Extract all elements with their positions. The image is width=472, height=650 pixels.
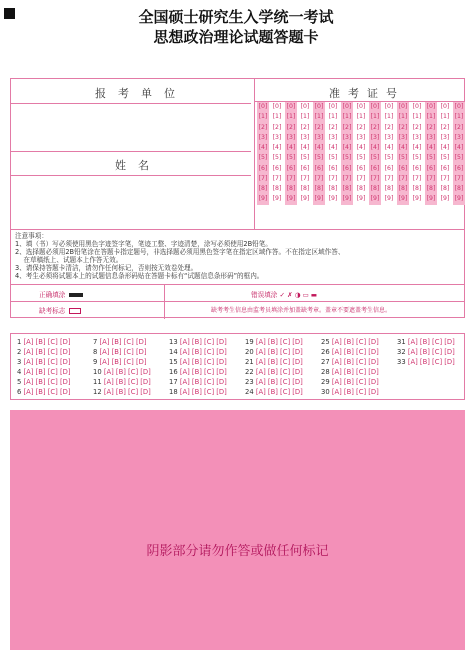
digit-bubble[interactable]: [4] [412,144,422,151]
digit-bubble[interactable]: [8] [342,185,352,192]
digit-bubble[interactable]: [6] [314,164,324,172]
digit-bubble[interactable]: [6] [272,164,282,172]
digit-bubble[interactable]: [3] [328,133,338,141]
question-number: 5 [17,378,24,386]
exam-number-column[interactable] [327,102,339,205]
answer-question[interactable] [321,358,379,366]
digit-bubble[interactable]: [1] [342,113,352,121]
digit-bubble[interactable]: [0] [384,103,394,110]
digit-bubble[interactable]: [2] [314,123,324,131]
digit-bubble[interactable]: [1] [258,113,268,121]
answer-options: [A] [B] [C] [D] [23,368,71,376]
digit-bubble[interactable]: [0] [398,103,408,110]
digit-bubble[interactable]: [4] [454,144,464,151]
digit-bubble[interactable]: [8] [286,185,296,192]
digit-bubble[interactable]: [3] [314,133,324,141]
answer-options: [A] [B] [C] [D] [23,388,71,396]
answer-question[interactable] [93,388,151,396]
digit-bubble[interactable]: [5] [272,154,282,162]
answer-options: [A] [B] [C] [D] [331,368,379,376]
digit-bubble[interactable]: [6] [286,164,296,172]
question-number: 2 [17,348,24,356]
digit-bubble[interactable]: [0] [370,103,380,110]
digit-bubble[interactable]: [5] [356,154,366,162]
digit-bubble[interactable]: [5] [426,154,436,162]
digit-bubble[interactable]: [7] [272,174,282,182]
answer-options: [A] [B] [C] [D] [255,358,303,366]
digit-bubble[interactable]: [0] [272,103,282,110]
digit-bubble[interactable]: [9] [412,195,422,203]
question-number: 1 [17,338,24,346]
digit-bubble[interactable]: [1] [440,113,450,121]
question-number: 7 [93,338,100,346]
digit-bubble[interactable]: [9] [370,195,380,203]
digit-bubble[interactable]: [7] [454,174,464,182]
digit-bubble[interactable]: [0] [314,103,324,110]
answer-options: [A] [B] [C] [D] [179,378,227,386]
answer-options: [A] [B] [C] [D] [103,378,151,386]
digit-bubble[interactable]: [1] [272,113,282,121]
question-number: 9 [93,358,100,366]
digit-bubble[interactable]: [3] [342,133,352,141]
digit-bubble[interactable]: [9] [314,195,324,203]
answer-options: [A] [B] [C] [D] [407,338,455,346]
answer-question[interactable] [245,358,303,366]
answer-options: [A] [B] [C] [D] [179,358,227,366]
answer-question[interactable] [321,338,379,346]
question-number: 22 [245,368,256,376]
digit-bubble[interactable]: [6] [384,164,394,172]
exam-number-column[interactable] [425,102,437,205]
digit-bubble[interactable]: [9] [300,195,310,203]
question-number: 18 [169,388,180,396]
exam-number-column[interactable] [439,102,451,205]
digit-bubble[interactable]: [9] [272,195,282,203]
unit-label: 报考单位 [95,87,187,100]
exam-number-column[interactable] [383,102,395,205]
digit-bubble[interactable]: [2] [272,123,282,131]
answer-options: [A] [B] [C] [D] [179,368,227,376]
missing-mark[interactable]: 缺考标志 [39,305,81,315]
answer-question[interactable] [245,368,303,376]
digit-bubble[interactable]: [4] [314,144,324,151]
digit-bubble[interactable]: [8] [384,185,394,192]
digit-bubble[interactable]: [4] [384,144,394,151]
digit-bubble[interactable]: [4] [286,144,296,151]
digit-bubble[interactable]: [1] [356,113,366,121]
answer-question[interactable] [93,358,147,366]
digit-bubble[interactable]: [5] [440,154,450,162]
exam-number-column[interactable] [453,102,465,205]
name-label: 姓名 [115,159,161,172]
digit-bubble[interactable]: [3] [440,133,450,141]
digit-bubble[interactable]: [9] [454,195,464,203]
exam-number-column[interactable] [411,102,423,205]
digit-bubble[interactable]: [1] [370,113,380,121]
question-number: 31 [397,338,408,346]
digit-bubble[interactable]: [7] [300,174,310,182]
question-number: 26 [321,348,332,356]
wrong-fill-label: 错误填涂 ✓ ✗ ◑ ▭ ▬ [251,291,318,299]
digit-bubble[interactable]: [0] [426,103,436,110]
digit-bubble[interactable]: [8] [300,185,310,192]
answer-options: [A] [B] [C] [D] [255,388,303,396]
digit-bubble[interactable]: [0] [356,103,366,110]
question-number: 14 [169,348,180,356]
digit-bubble[interactable]: [1] [398,113,408,121]
question-number: 15 [169,358,180,366]
correct-fill-label: 正确填涂 [39,289,83,299]
answer-question[interactable] [17,358,71,366]
digit-bubble[interactable]: [4] [328,144,338,151]
digit-bubble[interactable]: [0] [454,103,464,110]
answer-question[interactable] [17,378,71,386]
answer-options: [A] [B] [C] [D] [179,388,227,396]
digit-bubble[interactable]: [6] [258,164,268,172]
notes-line-4: 4、考生必须将试题本上的试题信息条形码贴在答题卡标有“试题信息条形码”的框内。 [15,272,264,280]
digit-bubble[interactable]: [9] [328,195,338,203]
notes-line-2: 2、选择题必须用2B铅笔涂在答题卡指定题号，非选择题必须用黑色签字笔在指定区域作答。不在指定区域作答、 [15,248,345,256]
answer-question[interactable] [397,358,455,366]
digit-bubble[interactable]: [4] [342,144,352,151]
digit-bubble[interactable]: [4] [440,144,450,151]
digit-bubble[interactable]: [5] [314,154,324,162]
correct-fill-sample [69,293,83,297]
question-number: 3 [17,358,24,366]
question-number: 32 [397,348,408,356]
digit-bubble[interactable]: [2] [384,123,394,131]
exam-number-column[interactable] [299,102,311,205]
digit-bubble[interactable]: [2] [398,123,408,131]
digit-bubble[interactable]: [5] [328,154,338,162]
answer-question[interactable] [169,348,227,356]
digit-bubble[interactable]: [2] [342,123,352,131]
answer-options: [A] [B] [C] [D] [255,378,303,386]
digit-bubble[interactable]: [3] [356,133,366,141]
digit-bubble[interactable]: [1] [328,113,338,121]
digit-bubble[interactable]: [5] [412,154,422,162]
digit-bubble[interactable]: [6] [300,164,310,172]
digit-bubble[interactable]: [8] [328,185,338,192]
answer-options: [A] [B] [C] [D] [23,338,71,346]
exam-number-column[interactable] [313,102,325,205]
digit-bubble[interactable]: [6] [342,164,352,172]
digit-bubble[interactable]: [8] [412,185,422,192]
question-number: 27 [321,358,332,366]
digit-bubble[interactable]: [1] [286,113,296,121]
question-number: 4 [17,368,24,376]
digit-bubble[interactable]: [7] [370,174,380,182]
digit-bubble[interactable]: [3] [426,133,436,141]
exam-number-column[interactable] [355,102,367,205]
digit-bubble[interactable]: [2] [258,123,268,131]
digit-bubble[interactable]: [1] [426,113,436,121]
digit-bubble[interactable]: [9] [258,195,268,203]
digit-bubble[interactable]: [2] [328,123,338,131]
notes-line-1: 1、填（书）写必须使用黑色字迹签字笔，笔迹工整、字迹清楚，涂写必须使用2B铅笔。 [15,240,272,248]
digit-bubble[interactable]: [2] [356,123,366,131]
digit-bubble[interactable]: [5] [286,154,296,162]
question-number: 19 [245,338,256,346]
question-number: 30 [321,388,332,396]
shaded-area [10,410,465,650]
digit-bubble[interactable]: [8] [440,185,450,192]
question-number: 12 [93,388,104,396]
digit-bubble[interactable]: [3] [412,133,422,141]
digit-bubble[interactable]: [9] [398,195,408,203]
digit-bubble[interactable]: [6] [356,164,366,172]
answer-options: [A] [B] [C] [D] [331,378,379,386]
exam-number-column[interactable] [341,102,353,205]
info-panel [10,78,465,318]
answer-question[interactable] [245,388,303,396]
digit-bubble[interactable]: [0] [412,103,422,110]
answer-question[interactable] [245,338,303,346]
digit-bubble[interactable]: [5] [342,154,352,162]
digit-bubble[interactable]: [5] [300,154,310,162]
title-line-2: 思想政治理论试题答题卡 [153,28,319,46]
digit-bubble[interactable]: [3] [300,133,310,141]
exam-number-column[interactable] [285,102,297,205]
digit-bubble[interactable]: [9] [384,195,394,203]
answer-question[interactable] [93,348,147,356]
answer-question[interactable] [397,338,455,346]
title-line-1: 全国硕士研究生入学统一考试 [138,8,334,26]
digit-bubble[interactable]: [4] [370,144,380,151]
answer-question[interactable] [321,378,379,386]
answer-options: [A] [B] [C] [D] [331,348,379,356]
digit-bubble[interactable]: [8] [426,185,436,192]
digit-bubble[interactable]: [7] [398,174,408,182]
answer-question[interactable] [321,368,379,376]
question-number: 21 [245,358,256,366]
digit-bubble[interactable]: [4] [258,144,268,151]
missing-checkbox [69,308,81,314]
question-number: 11 [93,378,104,386]
exam-number-column[interactable] [369,102,381,205]
question-number: 29 [321,378,332,386]
answer-question[interactable] [169,358,227,366]
exam-number-column[interactable] [397,102,409,205]
answer-grid[interactable] [10,333,465,400]
digit-bubble[interactable]: [9] [342,195,352,203]
answer-options: [A] [B] [C] [D] [23,378,71,386]
digit-bubble[interactable]: [5] [398,154,408,162]
answer-question[interactable] [17,348,71,356]
answer-options: [A] [B] [C] [D] [407,348,455,356]
digit-bubble[interactable]: [1] [412,113,422,121]
question-number: 6 [17,388,24,396]
digit-bubble[interactable]: [3] [258,133,268,141]
answer-options: [A] [B] [C] [D] [331,338,379,346]
digit-bubble[interactable]: [1] [454,113,464,121]
answer-question[interactable] [245,348,303,356]
digit-bubble[interactable]: [7] [286,174,296,182]
answer-options: [A] [B] [C] [D] [179,338,227,346]
digit-bubble[interactable]: [6] [454,164,464,172]
question-number: 8 [93,348,100,356]
answer-question[interactable] [17,368,71,376]
answer-options: [A] [B] [C] [D] [23,348,71,356]
missing-notice: 缺考考生信息由监考员填涂并加盖缺考章。盖章不要遮盖考生信息。 [211,307,392,314]
exam-number-column[interactable] [271,102,283,205]
answer-question[interactable] [397,348,455,356]
digit-bubble[interactable]: [4] [300,144,310,151]
digit-bubble[interactable]: [0] [258,103,268,110]
digit-bubble[interactable]: [6] [426,164,436,172]
digit-bubble[interactable]: [4] [398,144,408,151]
answer-question[interactable] [321,388,379,396]
digit-bubble[interactable]: [7] [342,174,352,182]
answer-options: [A] [B] [C] [D] [23,358,71,366]
answer-question[interactable] [169,378,227,386]
digit-bubble[interactable]: [1] [300,113,310,121]
digit-bubble[interactable]: [1] [384,113,394,121]
question-number: 25 [321,338,332,346]
digit-bubble[interactable]: [5] [454,154,464,162]
digit-bubble[interactable]: [3] [370,133,380,141]
shaded-warning: 阴影部分请勿作答或做任何标记 [146,544,329,559]
question-number: 23 [245,378,256,386]
digit-bubble[interactable]: [3] [398,133,408,141]
answer-question[interactable] [169,338,227,346]
answer-options: [A] [B] [C] [D] [103,368,151,376]
digit-bubble[interactable]: [5] [258,154,268,162]
digit-bubble[interactable]: [9] [356,195,366,203]
digit-bubble[interactable]: [5] [384,154,394,162]
answer-options: [A] [B] [C] [D] [103,388,151,396]
digit-bubble[interactable]: [6] [412,164,422,172]
answer-options: [A] [B] [C] [D] [99,338,147,346]
answer-options: [A] [B] [C] [D] [255,338,303,346]
digit-bubble[interactable]: [8] [272,185,282,192]
notes-line-2b: 在草稿纸上、试题本上作答无效。 [15,256,123,264]
digit-bubble[interactable]: [8] [370,185,380,192]
answer-options: [A] [B] [C] [D] [331,388,379,396]
digit-bubble[interactable]: [2] [412,123,422,131]
digit-bubble[interactable]: [6] [440,164,450,172]
digit-bubble[interactable]: [3] [384,133,394,141]
digit-bubble[interactable]: [0] [300,103,310,110]
digit-bubble[interactable]: [7] [258,174,268,182]
digit-bubble[interactable]: [6] [328,164,338,172]
digit-bubble[interactable]: [0] [286,103,296,110]
digit-bubble[interactable]: [2] [300,123,310,131]
answer-question[interactable] [169,368,227,376]
digit-bubble[interactable]: [2] [454,123,464,131]
question-number: 13 [169,338,180,346]
answer-question[interactable] [245,378,303,386]
answer-options: [A] [B] [C] [D] [99,348,147,356]
digit-bubble[interactable]: [7] [412,174,422,182]
answer-question[interactable] [321,348,379,356]
answer-options: [A] [B] [C] [D] [407,358,455,366]
digit-bubble[interactable]: [2] [440,123,450,131]
digit-bubble[interactable]: [3] [454,133,464,141]
digit-bubble[interactable]: [2] [426,123,436,131]
digit-bubble[interactable]: [2] [286,123,296,131]
answer-question[interactable] [93,368,151,376]
answer-question[interactable] [169,388,227,396]
answer-question[interactable] [93,338,147,346]
digit-bubble[interactable]: [9] [440,195,450,203]
digit-bubble[interactable]: [3] [286,133,296,141]
exam-number-column[interactable] [257,102,269,205]
digit-bubble[interactable]: [4] [272,144,282,151]
digit-bubble[interactable]: [2] [370,123,380,131]
notes-line-3: 3、请保持答题卡清洁，请勿作任何标记，否则按无效卷处理。 [15,264,198,272]
question-number: 17 [169,378,180,386]
digit-bubble[interactable]: [4] [356,144,366,151]
digit-bubble[interactable]: [8] [258,185,268,192]
answer-options: [A] [B] [C] [D] [255,348,303,356]
digit-bubble[interactable]: [6] [370,164,380,172]
digit-bubble[interactable]: [7] [440,174,450,182]
digit-bubble[interactable]: [9] [426,195,436,203]
digit-bubble[interactable]: [3] [272,133,282,141]
digit-bubble[interactable]: [7] [314,174,324,182]
digit-bubble[interactable]: [1] [314,113,324,121]
digit-bubble[interactable]: [0] [440,103,450,110]
question-number: 16 [169,368,180,376]
digit-bubble[interactable]: [8] [454,185,464,192]
digit-bubble[interactable]: [7] [356,174,366,182]
question-number: 24 [245,388,256,396]
wrong-fill-samples: ✓ ✗ ◑ ▭ ▬ [279,291,318,299]
question-number: 20 [245,348,256,356]
digit-bubble[interactable]: [7] [384,174,394,182]
answer-options: [A] [B] [C] [D] [179,348,227,356]
digit-bubble[interactable]: [0] [328,103,338,110]
digit-bubble[interactable]: [4] [426,144,436,151]
digit-bubble[interactable]: [9] [286,195,296,203]
digit-bubble[interactable]: [5] [370,154,380,162]
question-number: 28 [321,368,332,376]
answer-question[interactable] [17,388,71,396]
digit-bubble[interactable]: [8] [314,185,324,192]
answer-options: [A] [B] [C] [D] [255,368,303,376]
exam-number-label: 准考证号 [329,87,405,100]
answer-question[interactable] [93,378,151,386]
digit-bubble[interactable]: [7] [328,174,338,182]
answer-options: [A] [B] [C] [D] [99,358,147,366]
digit-bubble[interactable]: [0] [342,103,352,110]
answer-question[interactable] [17,338,71,346]
question-number: 10 [93,368,104,376]
digit-bubble[interactable]: [6] [398,164,408,172]
digit-bubble[interactable]: [7] [426,174,436,182]
digit-bubble[interactable]: [8] [398,185,408,192]
question-number: 33 [397,358,408,366]
answer-options: [A] [B] [C] [D] [331,358,379,366]
notes-title: 注意事项： [15,232,48,240]
digit-bubble[interactable]: [8] [356,185,366,192]
